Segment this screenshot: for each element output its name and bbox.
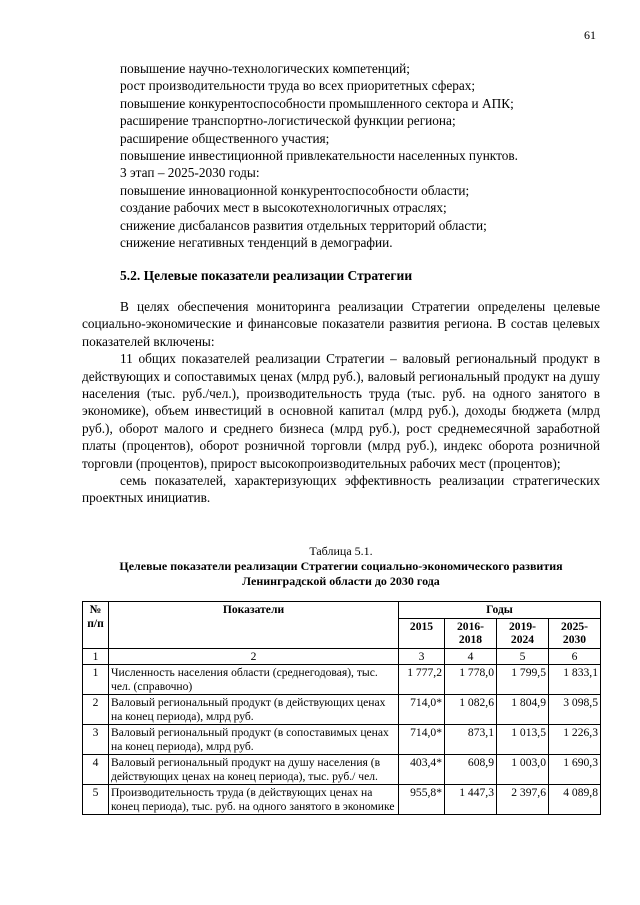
- table-cell: 3: [399, 648, 445, 665]
- indicators-table: [82, 601, 601, 815]
- goals-list: [82, 60, 600, 251]
- table-cell: 873,1: [445, 725, 497, 755]
- table-cell: 2 397,6: [497, 785, 549, 815]
- table-cell: 3: [83, 725, 109, 755]
- list-item: повышение инвестиционной привлекательности населенных пунктов.: [120, 148, 518, 164]
- table-cell: 403,4*: [399, 755, 445, 785]
- table-cell: Валовый региональный продукт (в действующих ценах на конец периода), млрд руб.: [109, 695, 399, 725]
- table-cell: 5: [497, 648, 549, 665]
- column-header-year: 2025-2030: [549, 618, 601, 648]
- table-cell: 1: [83, 665, 109, 695]
- paragraph: 11 общих показателей реализации Стратегии – валовый региональный продукт в действующих и сопоставимых ценах (млрд руб.), валовый региональный продукт на душу населения (тыс. руб./чел.), производительность труда (тыс. руб. на одного занятого в экономике), объем инвестиций в основной капитал (млрд руб.), доходы бюджета (млрд руб.), оборот малого и среднего бизнеса (млрд руб.), рост среднемесячной заработной платы (процентов), оборот розничной торговли (млрд руб.), индекс оборота розничной торговли (процентов), прирост высокопроизводительных рабочих мест (процентов);: [82, 351, 600, 471]
- table-cell: 6: [549, 648, 601, 665]
- table-row: [83, 695, 601, 725]
- table-cell: 4 089,8: [549, 785, 601, 815]
- table-cell: Валовый региональный продукт на душу населения (в действующих ценах на конец периода), тыс. руб./ чел.: [109, 755, 399, 785]
- column-header-year: 2019-2024: [497, 618, 549, 648]
- table-cell: Валовый региональный продукт (в сопоставимых ценах на конец периода), млрд руб.: [109, 725, 399, 755]
- table-cell: 3 098,5: [549, 695, 601, 725]
- table-cell: Численность населения области (среднегодовая), тыс. чел. (справочно): [109, 665, 399, 695]
- table-row: [83, 755, 601, 785]
- paragraph: семь показателей, характеризующих эффективность реализации стратегических проектных инициатив.: [82, 473, 600, 506]
- table-title: Целевые показатели реализации Стратегии социально-экономического развития Ленинградской области до 2030 года: [119, 559, 563, 588]
- table-cell: 955,8*: [399, 785, 445, 815]
- list-item: создание рабочих мест в высокотехнологичных отраслях;: [120, 200, 447, 216]
- table-row: [83, 665, 601, 695]
- table-cell: 1 082,6: [445, 695, 497, 725]
- table-cell: 1 778,0: [445, 665, 497, 695]
- list-item: расширение транспортно-логистической функции региона;: [120, 113, 456, 129]
- column-header-year: 2016-2018: [445, 618, 497, 648]
- table-header-row: [83, 602, 601, 619]
- table-cell: 4: [83, 755, 109, 785]
- list-item: рост производительности труда во всех приоритетных сферах;: [120, 78, 476, 94]
- paragraph: В целях обеспечения мониторинга реализации Стратегии определены целевые социально-экономические и финансовые показатели развития региона. В состав целевых показателей включены:: [82, 299, 600, 349]
- column-header-years: Годы: [399, 602, 601, 619]
- table-cell: 2: [109, 648, 399, 665]
- table-cell: 1 799,5: [497, 665, 549, 695]
- table-cell: 5: [83, 785, 109, 815]
- table-cell: 1 833,1: [549, 665, 601, 695]
- section-heading: 5.2. Целевые показатели реализации Стратегии: [120, 268, 413, 283]
- table-cell: 1 690,3: [549, 755, 601, 785]
- table-cell: 1 003,0: [497, 755, 549, 785]
- list-item: расширение общественного участия;: [120, 130, 330, 146]
- table-cell: 1 777,2: [399, 665, 445, 695]
- column-header-year: 2015: [399, 618, 445, 648]
- table-index-row: [83, 648, 601, 665]
- list-item: повышение научно-технологических компетенций;: [120, 61, 410, 76]
- table-cell: 714,0*: [399, 695, 445, 725]
- page-number: 61: [584, 28, 596, 42]
- table-number: Таблица 5.1.: [309, 544, 373, 558]
- table-row: [83, 725, 601, 755]
- table-cell: 4: [445, 648, 497, 665]
- table-row: [83, 785, 601, 815]
- stage-label: 3 этап – 2025-2030 годы:: [120, 165, 260, 181]
- table-cell: 1: [83, 648, 109, 665]
- list-item: повышение инновационной конкурентоспособности области;: [120, 182, 470, 198]
- table-caption: [82, 544, 600, 589]
- table-cell: 2: [83, 695, 109, 725]
- column-header-number: № п/п: [83, 602, 109, 649]
- column-header-indicators: Показатели: [109, 602, 399, 649]
- table-cell: 714,0*: [399, 725, 445, 755]
- table-cell: 1 447,3: [445, 785, 497, 815]
- list-item: повышение конкурентоспособности промышленного сектора и АПК;: [120, 95, 514, 111]
- table-cell: 1 804,9: [497, 695, 549, 725]
- table-cell: 1 226,3: [549, 725, 601, 755]
- list-item: снижение дисбалансов развития отдельных территорий области;: [120, 217, 487, 233]
- table-cell: 608,9: [445, 755, 497, 785]
- table-cell: 1 013,5: [497, 725, 549, 755]
- body-text: [82, 298, 600, 507]
- table-cell: Производительность труда (в действующих ценах на конец периода), тыс. руб. на одного занятого в экономике: [109, 785, 399, 815]
- list-item: снижение негативных тенденций в демографии.: [120, 235, 393, 251]
